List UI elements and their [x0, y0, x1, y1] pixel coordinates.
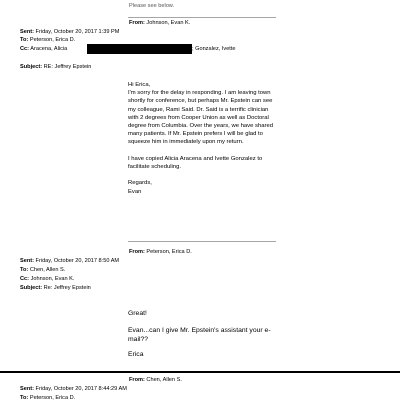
email3-to-label: To:: [20, 395, 29, 400]
email1-sent-value: Friday, October 20, 2017 1:39 PM: [35, 29, 120, 35]
email3-sent: [20, 385, 127, 394]
email1-body-paragraph: I'm sorry for the delay in responding. I am leaving town shortly for conference, but perhaps Mr. Epstein can see my colleague, Rami Said. Dr. Said is a terrific clinician with 2 degrees from Cooper Union as well as Doctoral degree from Columbia. Over the years, we have shared many patients. If Mr. Epstein prefers I will be glad to squeeze him in immediately upon my return.: [128, 90, 274, 146]
email1-body-signoff: Regards, Evan: [128, 180, 152, 195]
email3-to-value: Peterson, Erica D.: [29, 395, 76, 400]
email2-body-question: Evan...can I give Mr. Epstein's assistant your e-mail??: [128, 327, 271, 344]
email1-cc-value-1: Aracena, Alicia: [30, 46, 68, 52]
email1-from-value: Johnson, Evan K.: [146, 20, 191, 26]
email2-body-greeting: Great!: [128, 310, 147, 317]
email3-to: [20, 394, 75, 400]
email1-to: [20, 36, 75, 45]
email3-sent-value: Friday, October 20, 2017 8:44:29 AM: [35, 386, 127, 392]
email2-to-label: To:: [20, 267, 29, 273]
email-divider: [128, 241, 276, 242]
email2-subject: [20, 284, 91, 293]
email2-cc: [20, 275, 74, 284]
email2-subject-label: Subject:: [20, 285, 43, 291]
email3-from-label: From:: [129, 377, 145, 383]
redaction-box: [87, 44, 192, 54]
email1-sent-label: Sent:: [20, 29, 34, 35]
email3-sent-label: Sent:: [20, 386, 34, 392]
email2-sent-value: Friday, October 20, 2017 8:50 AM: [35, 258, 120, 264]
email2-from-label: From:: [129, 249, 145, 255]
email2-sent: [20, 257, 119, 266]
email1-cc-value-2: ; Gonzalez, Ivette: [192, 46, 236, 52]
email2-from: [129, 248, 192, 257]
email2-from-value: Peterson, Erica D.: [146, 249, 192, 255]
email2-to: [20, 266, 65, 275]
thread-divider: [0, 371, 400, 373]
email2-cc-value: Johnson, Evan K.: [30, 276, 75, 282]
email1-body-greeting: Hi Erica,: [128, 82, 151, 88]
email3-from: [129, 376, 182, 385]
email1-subject-value: RE: Jeffrey Epstein: [43, 64, 92, 70]
email2-cc-label: Cc:: [20, 276, 30, 282]
email1-body: [128, 81, 276, 196]
email2-subject-value: Re: Jeffrey Epstein: [43, 285, 91, 291]
intro-line: Please see below.: [129, 3, 175, 9]
email1-subject: [20, 63, 91, 72]
email1-body-paragraph: I have copied Alicia Aracena and Ivette Gonzalez to facilitate scheduling.: [128, 155, 263, 171]
email1-cc-label: Cc:: [20, 46, 30, 52]
email1-from: [129, 19, 190, 28]
email2-sent-label: Sent:: [20, 258, 34, 264]
header-divider: [128, 17, 276, 18]
email2-to-value: Chen, Allen S.: [29, 267, 66, 273]
email2-body-signature: Erica: [128, 351, 144, 358]
email1-to-value: Peterson, Erica D.: [29, 37, 76, 43]
email1-subject-label: Subject:: [20, 64, 43, 70]
email1-to-label: To:: [20, 37, 29, 43]
email1-from-label: From:: [129, 20, 145, 26]
email3-from-value: Chen, Allen S.: [146, 377, 182, 383]
email1-cc: [20, 45, 67, 54]
